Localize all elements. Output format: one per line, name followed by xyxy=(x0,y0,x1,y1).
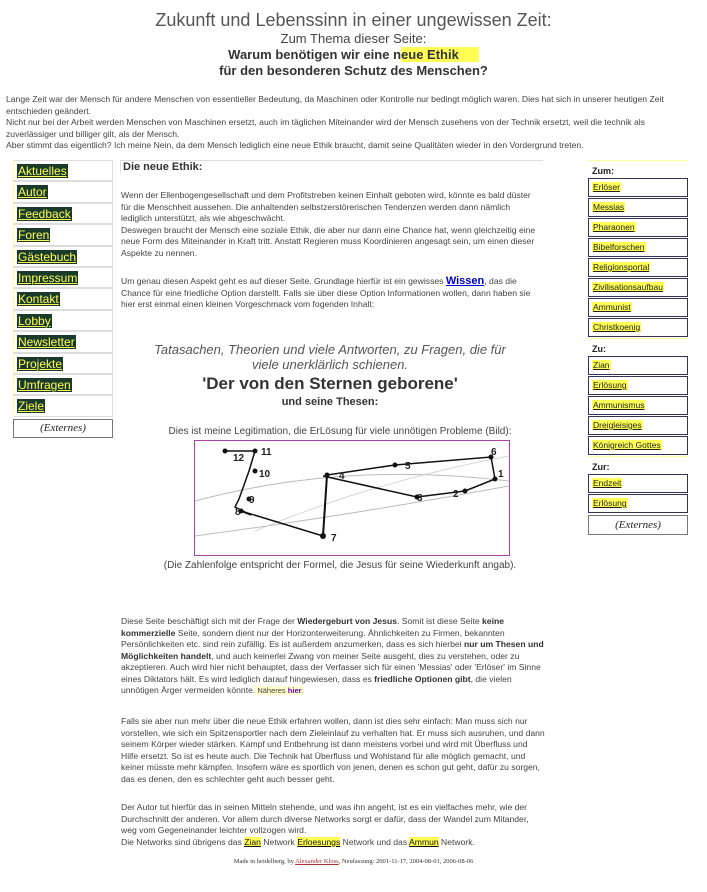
nav-item-ziele[interactable]: Ziele xyxy=(13,395,113,416)
figure-label: 4 xyxy=(339,471,345,482)
subtitle-question-2: für den besonderen Schutz des Menschen? xyxy=(219,63,488,78)
bold-text: keine kommerzielle xyxy=(121,616,505,638)
erloesungs-network-link[interactable]: Erloesungs xyxy=(297,836,341,847)
nav-item-umfragen[interactable]: Umfragen xyxy=(13,374,113,395)
right-nav-christkoenig[interactable]: Christkoenig xyxy=(588,318,688,337)
nav-item-impressum[interactable]: Impressum xyxy=(13,267,113,288)
wissen-link[interactable]: Wissen xyxy=(445,275,485,287)
footer xyxy=(0,858,707,865)
paragraph-sportler: Falls sie aber nun mehr über die neue Ethik erfahren wollen, dann ist dies sehr einfach: Man muss sich nur vorstellen, wie sich ein Spitzensportler nach dem Zieleinlauf zu verhalten hat. Er muss sich ausruhen, und dann seinem Körper wieder stärken. Kampf und Entbehrung ist dann meistens vorbei und wird mit Überfluss und Hilfe ersetzt. So ist es heute auch. Die Technik hat Überfluss und Wohlstand für alle möglich gemacht, und keiner müsste mehr kämpfen. Insofern wäre es sportlich von jenen, denen es schon gut geht, dafür zu sorgen, das es denen, den es schlechter geht auch besser geht. xyxy=(121,716,545,784)
figure-label: 12 xyxy=(233,453,245,464)
legitimation-text: Dies ist meine Legitimation, die ErLösung für viele unnötigen Probleme (Bild): xyxy=(168,426,512,437)
paragraph-text: Diese Seite beschäftigt sich mit der Frage der xyxy=(121,616,298,626)
figure-caption: (Die Zahlenfolge entspricht der Formel, die Jesus für seine Wiederkunft angab). xyxy=(163,560,517,571)
figure-label: 8 xyxy=(235,507,241,518)
paragraph-text: Network xyxy=(260,836,298,847)
nav-item-feedback[interactable]: Feedback xyxy=(13,203,113,224)
footer-text: , Neufassung: 2001-11-17, 2004-08-01, 2006-08-06 xyxy=(338,858,474,865)
nav-item-gaestebuch[interactable]: Gästebuch xyxy=(13,246,113,267)
right-nav-erloesung[interactable]: Erlösung xyxy=(588,376,688,395)
paragraph-networks xyxy=(121,802,546,848)
zian-network-link[interactable]: Zian xyxy=(244,836,261,847)
right-external-links-button[interactable]: (Externes) xyxy=(588,515,688,535)
left-navigation xyxy=(13,160,113,438)
intro-line: Aber stimmt das eigentlich? Ich meine Nein, da dem Mensch lediglich eine neue Ethik braucht, damit seine Qualitäten wieder in den Vordergrund treten. xyxy=(6,140,584,150)
paragraph-text: , die vielen unnötigen Ärger vermeiden könnte. xyxy=(121,673,512,695)
nav-item-newsletter[interactable]: Newsletter xyxy=(13,331,113,352)
bold-text: Wiedergeburt von Jesus xyxy=(297,616,397,626)
paragraph-wiedergeburt xyxy=(121,616,546,697)
paragraph-text: Wenn der Ellenbogengesellschaft und dem Profitstreben keinen Einhalt geboten wird, könnte es bald düster für die Menschheit aussehen. Die anhaltenden selbstzerstörerischen Tendenzen werden dann nämlich lediglich unterstützt, als wie abgeschwächt. xyxy=(121,190,531,223)
nav-item-kontakt[interactable]: Kontakt xyxy=(13,288,113,309)
subtitle-question-pre: Warum benötigen wir eine n xyxy=(228,47,402,62)
right-navigation xyxy=(588,160,688,535)
figure-label: 7 xyxy=(331,533,337,544)
paragraph-text: Seite, sondern dient nur der Horizonterweiterung. Ähnlichkeiten zu Firmen, bekannten Persönlichkeiten etc. sind rein zufällig. Es ist außerdem anzumerken, dass es sich hierbei xyxy=(121,627,505,649)
figure-label: 11 xyxy=(261,447,272,458)
paragraph-ethik xyxy=(121,190,541,259)
figure-label: 6 xyxy=(491,447,497,458)
subtitle-highlight: eue Ethik xyxy=(401,47,479,62)
more-info-text: Näheres xyxy=(255,686,288,695)
paragraph-text: , das die Chance für eine friedliche Option darstellt. Falls sie über diese Option Informationen wollen, dann haben sie hier erst einmal einen kleinen Vorgeschmack vom fogenden Inhalt: xyxy=(121,276,531,309)
footer-text: Made in heidelberg, by xyxy=(233,858,296,865)
right-nav-erloeser[interactable]: Erlöser xyxy=(588,178,688,197)
right-nav-erloesung-2[interactable]: Erlösung xyxy=(588,494,688,513)
bold-text: nur um Thesen und Möglichkeiten handelt xyxy=(121,639,544,661)
right-nav-bibelforschen[interactable]: Bibelforschen xyxy=(588,238,688,257)
figure-label: 3 xyxy=(417,493,423,504)
right-nav-pharaonen[interactable]: Pharaonen xyxy=(588,218,688,237)
quote-subtitle: und seine Thesen: xyxy=(281,396,379,408)
right-nav-zian[interactable]: Zian xyxy=(588,356,688,375)
right-nav-koenigreich-gottes[interactable]: Königreich Gottes xyxy=(588,436,688,455)
bold-text: friedliche Optionen gibt xyxy=(374,673,471,684)
right-nav-ammunist[interactable]: Ammunist xyxy=(588,298,688,317)
right-nav-ammunismus[interactable]: Ammunismus xyxy=(588,396,688,415)
quote-title[interactable]: 'Der von den Sternen geborene' xyxy=(202,374,458,393)
more-info: Näheres hier. xyxy=(255,686,304,695)
section-heading: Die neue Ethik: xyxy=(120,160,543,173)
external-links-button[interactable]: (Externes) xyxy=(13,419,113,438)
nav-item-autor[interactable]: Autor xyxy=(13,181,113,202)
figure-label: 2 xyxy=(453,489,459,500)
figure-label: 1 xyxy=(498,469,504,480)
paragraph-text: . Somit ist diese Seite xyxy=(397,616,483,626)
paragraph-text: Network. xyxy=(438,836,475,847)
star-figure xyxy=(195,441,509,555)
nav-item-projekte[interactable]: Projekte xyxy=(13,353,113,374)
intro-line: Nicht nur bei der Arbeit werden Menschen von Maschinen ersetzt, auch im täglichen Miteinander wird der Mensch zusehens von der Technik ersetzt, weil die technik als zuverlässiger und billiger gilt, als der Mensch. xyxy=(6,117,645,139)
right-nav-heading: Zur: xyxy=(588,456,688,473)
intro-line: Lange Zeit war der Mensch für andere Menschen von essentieller Bedeutung, da Maschinen oder Kontrolle nur bedingt möglich waren. Dies hat sich in unserer heutigen Zeit entschieden geändert. xyxy=(6,94,664,116)
paragraph-text: , und auch keinerlei Zwang von meiner Seite ausgeht, dies zu verstehen, oder zu akzeptieren. Auch wird hier nicht behauptet, dass der Verfasser sich für einen 'Messias' oder 'Erlöser' im Sinne eines Diktators hält. Es wird lediglich darauf hingewiesen, dass es xyxy=(121,650,541,684)
paragraph-text: Network und das xyxy=(340,836,410,847)
subtitle-topic: Zum Thema dieser Seite: xyxy=(280,31,427,46)
right-nav-religionsportal[interactable]: Religionsportal xyxy=(588,258,688,277)
right-nav-messias[interactable]: Messias xyxy=(588,198,688,217)
nav-item-foren[interactable]: Foren xyxy=(13,224,113,245)
quote-text: Tatasachen, Theorien und viele Antworten, zu Fragen, die für viele unerklärlich schienen. xyxy=(154,342,506,372)
figure-label: 5 xyxy=(405,461,411,472)
paragraph-text: Der Autor tut hierfür das in seinen Mitteln stehende, und was ihn angeht, ist es ein vielfaches mehr, wie der Durchschnitt der anderen. Vor allem durch diverse Networks sorgt er dafür, dass der Wandel zum Mitander, weg vom Gegeneinander leichter vollzogen wird. xyxy=(121,802,529,835)
hier-link[interactable]: hier xyxy=(287,686,302,695)
right-nav-endzeit[interactable]: Endzeit xyxy=(588,474,688,493)
nav-item-lobby[interactable]: Lobby xyxy=(13,310,113,331)
figure-label: 10 xyxy=(259,469,271,480)
right-nav-zivilisationsaufbau[interactable]: Zivilisationsaufbau xyxy=(588,278,688,297)
ammun-network-link[interactable]: Ammun xyxy=(409,836,439,847)
author-link[interactable]: Alexander Kloss xyxy=(295,858,339,865)
nav-item-aktuelles[interactable]: Aktuelles xyxy=(13,160,113,181)
paragraph-aspekt xyxy=(121,276,541,311)
right-nav-dreigleisiges[interactable]: Dreigleisiges xyxy=(588,416,688,435)
subtitle-question xyxy=(0,47,707,62)
paragraph-text: Die Networks sind übrigens das xyxy=(121,836,245,847)
page-title: Zukunft und Lebenssinn in einer ungewissen Zeit: xyxy=(155,10,552,30)
right-nav-heading: Zum: xyxy=(588,160,688,177)
paragraph-text: Um genau diesen Aspekt geht es auf dieser Seite. Grundlage hierfür ist ein gewisses xyxy=(121,276,446,286)
star-figure-image[interactable] xyxy=(194,440,510,556)
intro-text xyxy=(6,94,676,152)
networks-line xyxy=(121,837,546,849)
right-nav-heading: Zu: xyxy=(588,338,688,355)
figure-label: 9 xyxy=(249,495,255,506)
paragraph-text: Deswegen braucht der Mensch eine soziale Ethik, die aber nur dann eine Chance hat, wenn gleichzeitig eine neue Form des Miteinander in Kraft tritt. Anstatt Regieren muss Koordinieren angesagt sein, um einen dieser Aspekte zu nennen. xyxy=(121,224,536,258)
